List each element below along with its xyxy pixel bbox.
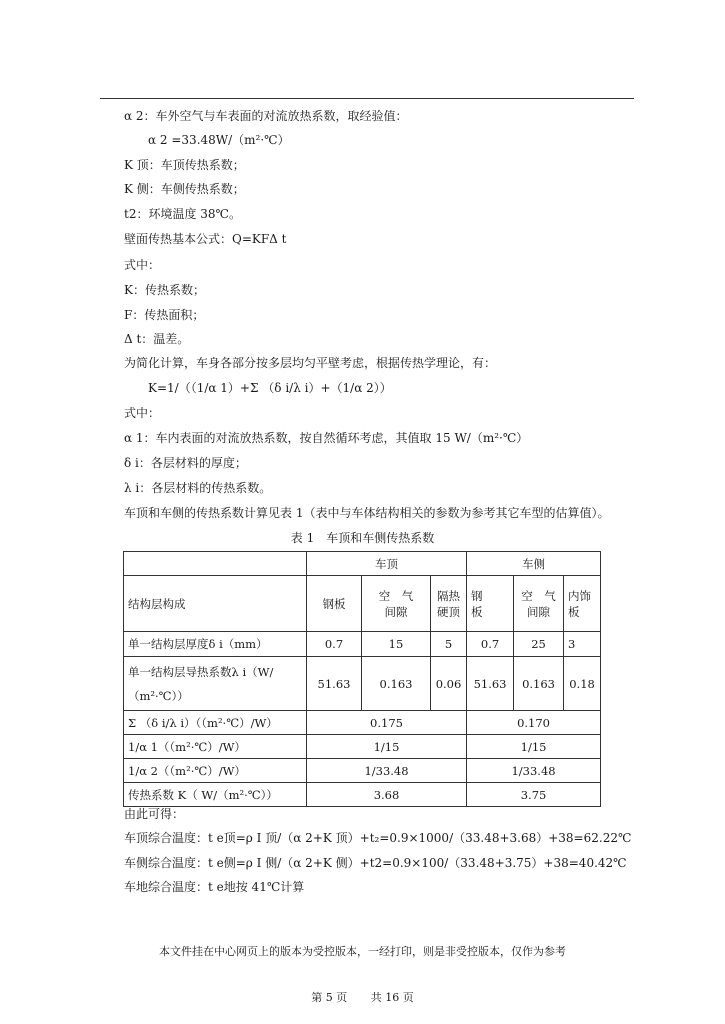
side-layer: 空 气 间隙 xyxy=(514,576,564,632)
roof-layer: 隔热 硬顶 xyxy=(431,576,467,632)
table-cell: 3.75 xyxy=(467,783,601,807)
table-cell: 0.163 xyxy=(514,657,564,711)
table-caption: 表 1 车顶和车侧传热系数 xyxy=(290,531,435,545)
heat-transfer-table xyxy=(123,551,601,807)
table-cell: 1/15 xyxy=(467,735,601,759)
row-label: 1/α 1（（m²·℃）/W） xyxy=(124,735,307,759)
side-layer: 钢 板 xyxy=(467,576,514,632)
formula: 车顶综合温度：t e顶=ρ I 顶/（α 2+K 顶）+t₂=0.9×1000/（33.48+3.68）+38=62.22℃ xyxy=(124,831,632,845)
side-group-header: 车侧 xyxy=(467,552,601,576)
table-cell: 15 xyxy=(362,632,431,657)
page-footer-note: 本文件挂在中心网页上的版本为受控版本，一经打印，则是非受控版本，仅作为参考 xyxy=(159,945,566,958)
text-line: 式中： xyxy=(124,258,161,272)
page-number xyxy=(0,989,725,1005)
text-line: t2：环境温度 38℃。 xyxy=(124,207,241,221)
text-line: 壁面传热基本公式：Q=KFΔ t xyxy=(124,232,287,246)
roof-layer: 空 气 间隙 xyxy=(362,576,431,632)
table-cell: 3.68 xyxy=(307,783,467,807)
text-line: K：传热系数； xyxy=(124,283,205,297)
roof-layer: 钢板 xyxy=(307,576,362,632)
text-line: α 2 =33.48W/（m²·℃） xyxy=(148,133,290,147)
table-cell: 0.7 xyxy=(307,632,362,657)
row-label: 1/α 2（（m²·℃）/W） xyxy=(124,759,307,783)
text-line: K 侧：车侧传热系数； xyxy=(124,182,245,196)
text-line: δ i：各层材料的厚度； xyxy=(124,456,247,470)
header-rule xyxy=(100,98,634,99)
table-corner-cell xyxy=(124,552,307,576)
table-cell: 1/15 xyxy=(307,735,467,759)
row-label: 单一结构层厚度δ i（mm） xyxy=(124,632,307,657)
table-cell: 0.170 xyxy=(467,711,601,735)
side-layer: 内饰 板 xyxy=(564,576,601,632)
row-label: 传热系数 K（ W/（m²·℃）） xyxy=(124,783,307,807)
table-cell: 0.7 xyxy=(467,632,514,657)
text-line: α 1：车内表面的对流放热系数，按自然循环考虑，其值取 15 W/（m²·℃） xyxy=(124,431,529,445)
text-line: α 2：车外空气与车表面的对流放热系数，取经验值： xyxy=(124,109,408,123)
table-cell: 25 xyxy=(514,632,564,657)
table-cell: 1/33.48 xyxy=(467,759,601,783)
text-line: Δ t：温差。 xyxy=(124,332,190,346)
current-page: 第 5 页 xyxy=(311,991,348,1004)
text-line: 为简化计算，车身各部分按多层均匀平壁考虑，根据传热学理论，有： xyxy=(124,356,497,370)
table-cell: 0.175 xyxy=(307,711,467,735)
text-line: K 顶：车顶传热系数； xyxy=(124,158,245,172)
text-line: λ i：各层材料的传热系数。 xyxy=(124,481,272,495)
table-cell: 0.18 xyxy=(564,657,601,711)
table-cell: 3 xyxy=(564,632,601,657)
row-label: Σ （δ i/λ i）（（m²·℃）/W） xyxy=(124,711,307,735)
row-label: 单一结构层导热系数λ i（W/（m²·℃）） xyxy=(124,657,307,711)
formula: K=1/（（1/α 1）+Σ （δ i/λ i）+（1/α 2）） xyxy=(148,381,392,395)
table-cell: 51.63 xyxy=(467,657,514,711)
text-line: 由此可得： xyxy=(124,807,185,821)
total-pages: 共 16 页 xyxy=(370,991,414,1004)
formula: 车侧综合温度：t e侧=ρ I 侧/（α 2+K 侧）+t2=0.9×100/（33.48+3.75）+38=40.42℃ xyxy=(124,856,627,870)
text-line: 车顶和车侧的传热系数计算见表 1（表中与车体结构相关的参数为参考其它车型的估算值）。 xyxy=(124,506,610,520)
table-cell: 0.163 xyxy=(362,657,431,711)
text-line: 车地综合温度：t e地按 41℃计算 xyxy=(124,880,305,894)
struct-label: 结构层构成 xyxy=(124,576,307,632)
table-cell: 0.06 xyxy=(431,657,467,711)
table-cell: 1/33.48 xyxy=(307,759,467,783)
table-cell: 51.63 xyxy=(307,657,362,711)
table-cell: 5 xyxy=(431,632,467,657)
text-line: 式中： xyxy=(124,406,161,420)
text-line: F：传热面积； xyxy=(124,308,205,322)
roof-group-header: 车顶 xyxy=(307,552,467,576)
